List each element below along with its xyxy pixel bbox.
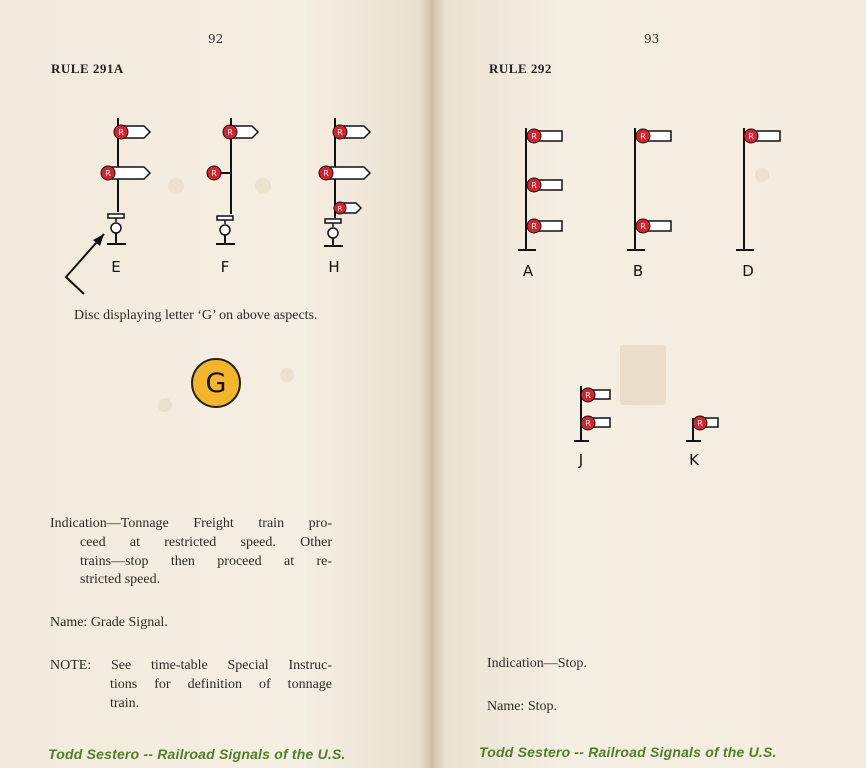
signal-label-d: D — [742, 262, 754, 280]
signal-label-k: K — [689, 451, 699, 469]
svg-text:R: R — [531, 222, 537, 231]
signal-label-j: J — [578, 451, 584, 469]
svg-text:R: R — [640, 222, 646, 231]
pointer-arrow — [66, 234, 104, 294]
grade-disc — [190, 357, 242, 409]
credit-left: Todd Sestero -- Railroad Signals of the U.S. — [48, 746, 346, 762]
signal-label-e: E — [111, 258, 121, 276]
signal-label-h: H — [328, 258, 340, 276]
signal-label-a: A — [522, 262, 534, 280]
signal-e — [101, 118, 150, 244]
signal-diagrams-291a — [0, 0, 432, 340]
left-page: 92 RULE 291A R R R R R R R E F H Disc displaying letter ‘G’ on above aspects. G Indication—Tonnage Freight train pro- ceed at restricted speed. Other trains—stop then proceed at re- stricted speed. Name: Grade Signal. NOTE: See time-table Special Instruc- tions for definition of tonnage train. Todd Sestero -- Railroad Signals of the U.S. — [0, 0, 432, 768]
signal-d — [736, 128, 780, 250]
page-number: 93 — [644, 32, 660, 46]
disc-letter: G — [205, 368, 227, 399]
signal-name: Name: Grade Signal. — [50, 615, 168, 630]
svg-text:R: R — [531, 181, 537, 190]
signal-j — [574, 386, 610, 441]
signal-b — [627, 128, 671, 250]
svg-text:R: R — [118, 128, 124, 137]
right-page — [432, 0, 866, 768]
signal-diagrams-292 — [432, 0, 866, 480]
svg-text:R: R — [227, 128, 233, 137]
rule-title: RULE 292 — [489, 61, 552, 76]
signal-k — [686, 416, 718, 441]
svg-text:R: R — [531, 132, 537, 141]
signal-label-f: F — [220, 258, 230, 276]
signal-f — [207, 118, 258, 244]
credit-right: Todd Sestero -- Railroad Signals of the U.S. — [479, 744, 777, 760]
rule-title: RULE 291A — [51, 61, 124, 76]
disc-caption: Disc displaying letter ‘G’ on above aspects. — [74, 308, 318, 323]
svg-text:R: R — [640, 132, 646, 141]
svg-text:R: R — [585, 391, 591, 400]
svg-text:R: R — [748, 132, 754, 141]
svg-text:R: R — [337, 128, 343, 137]
signal-a — [518, 128, 562, 250]
signal-h — [319, 118, 370, 246]
svg-text:R: R — [337, 205, 343, 213]
indication-text: Indication—Stop. — [487, 656, 587, 671]
svg-text:R: R — [697, 419, 703, 428]
svg-text:R: R — [105, 169, 111, 178]
svg-text:R: R — [585, 419, 591, 428]
svg-text:R: R — [211, 169, 217, 178]
page-number: 92 — [208, 32, 224, 46]
signal-name: Name: Stop. — [487, 699, 557, 714]
svg-text:R: R — [323, 169, 329, 178]
signal-label-b: B — [632, 262, 644, 280]
